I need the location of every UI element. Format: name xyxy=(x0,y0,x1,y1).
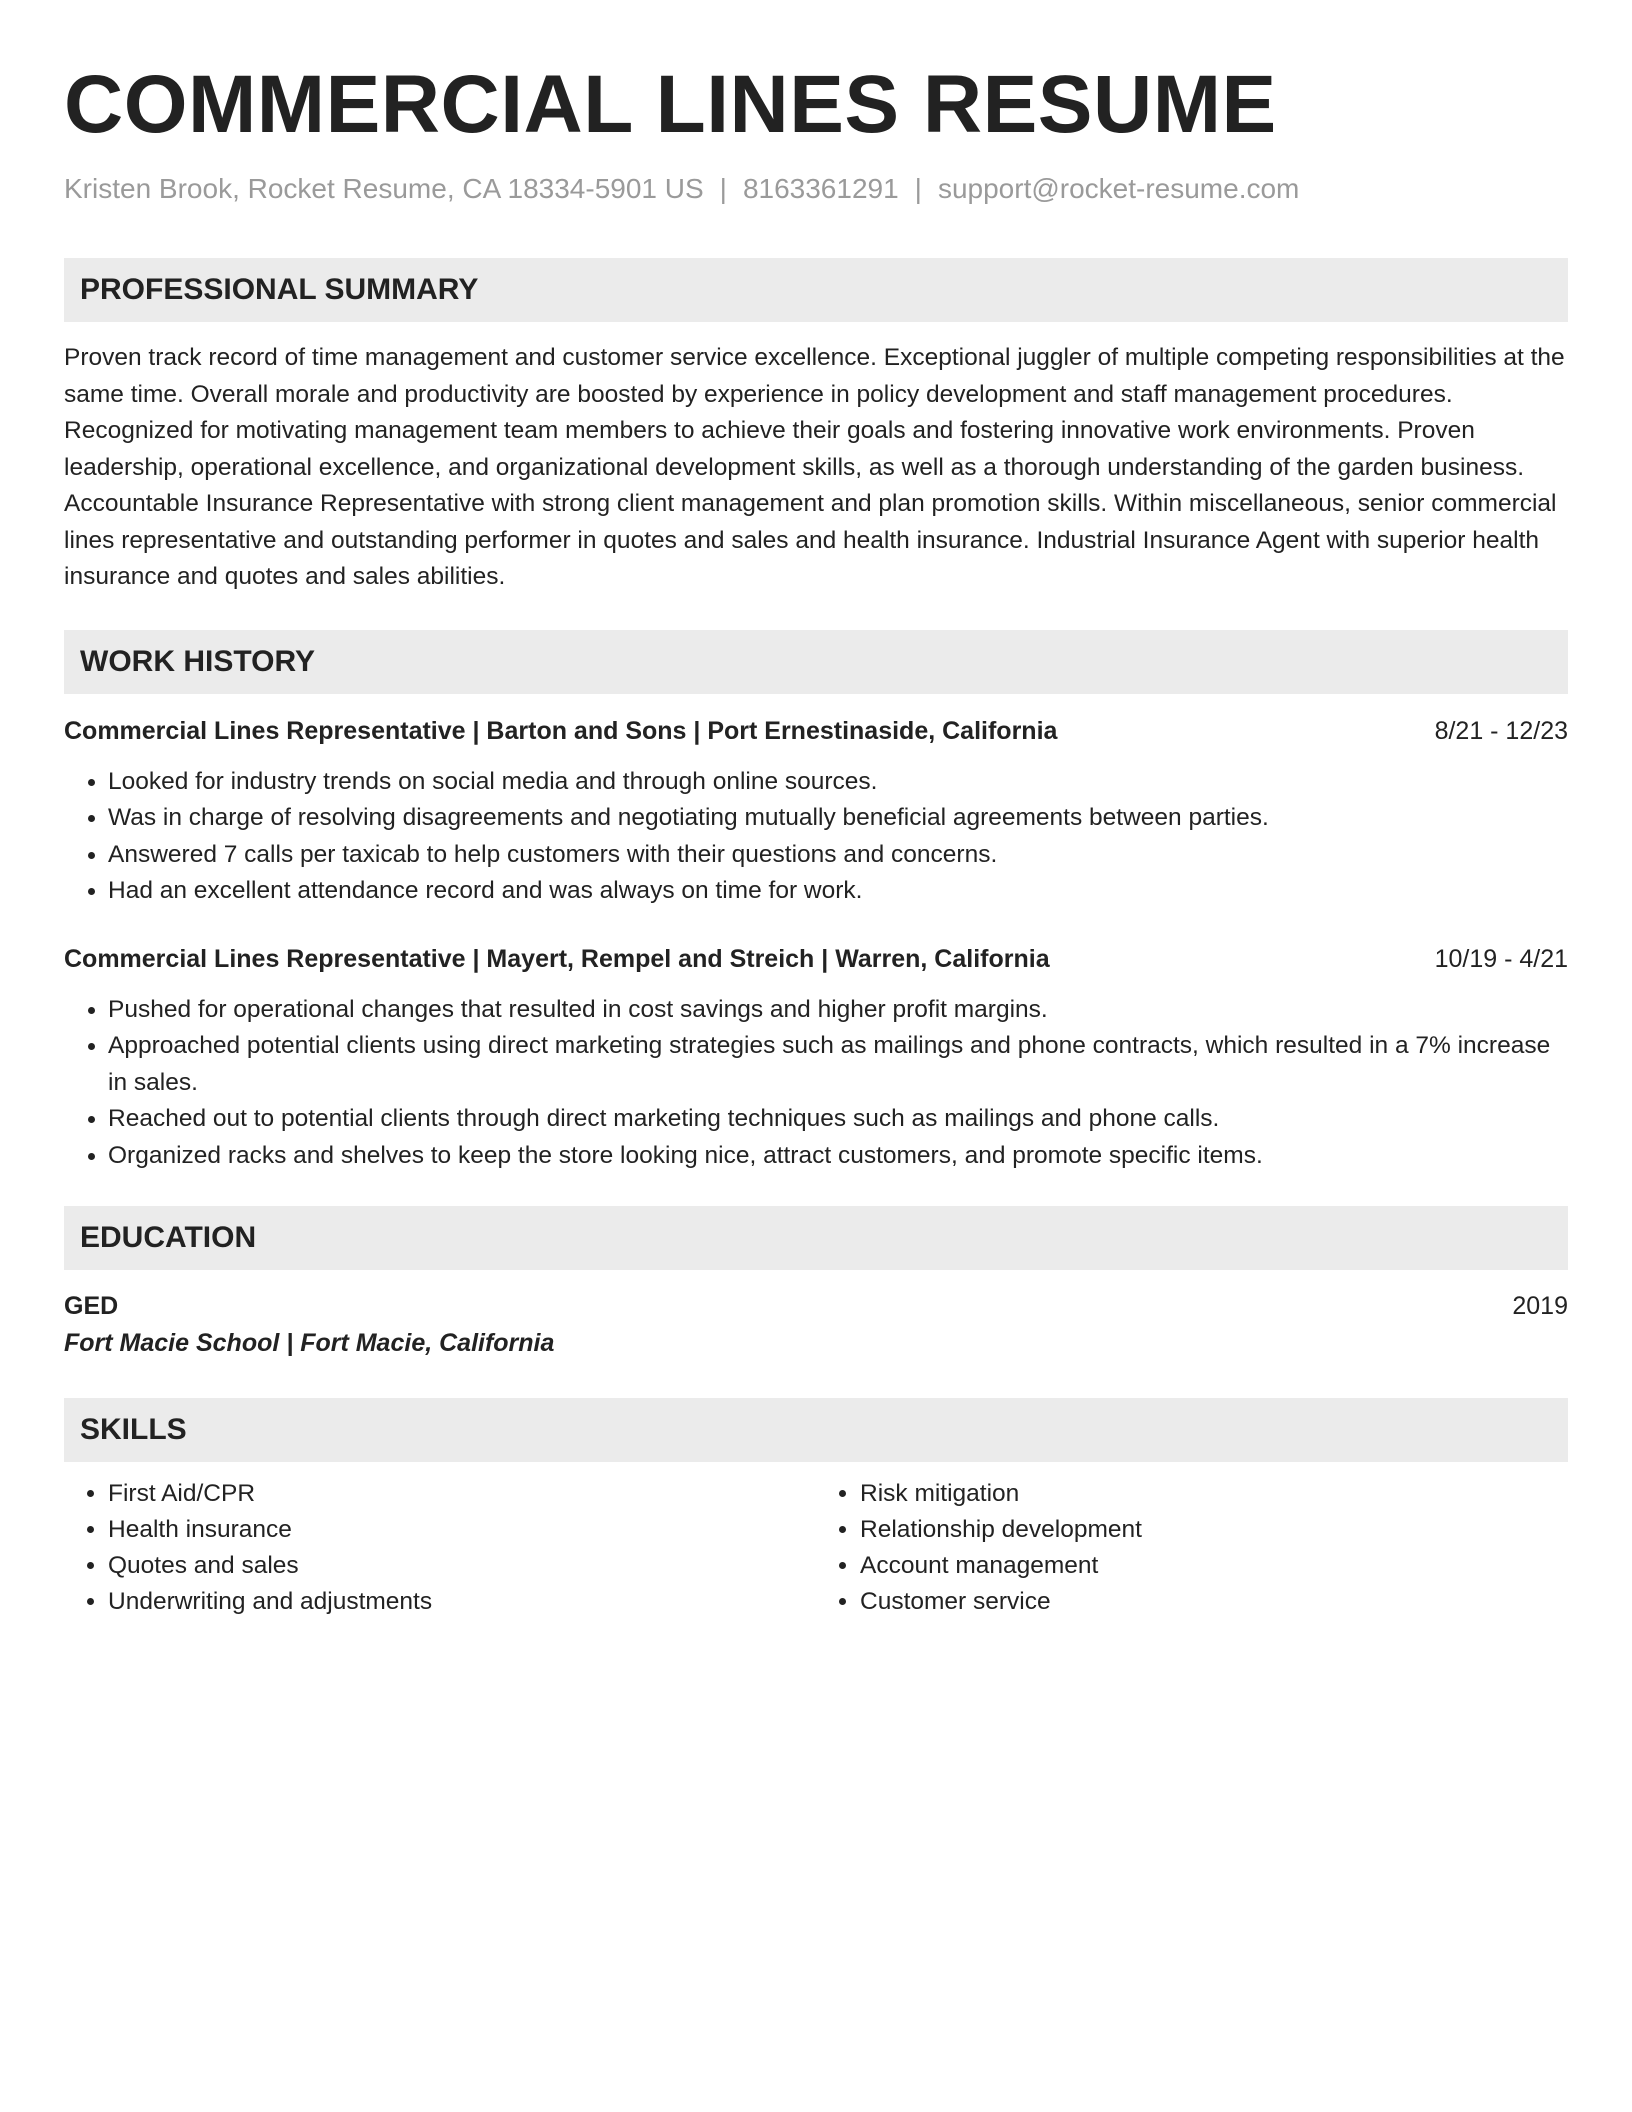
list-item: • Looked for industry trends on social media and through online sources. xyxy=(108,764,1568,801)
job-header xyxy=(64,714,1568,748)
education-school: Fort Macie School | Fort Macie, California xyxy=(64,1329,555,1357)
section-header-education xyxy=(64,1206,1568,1270)
resume-title: COMMERCIAL LINES RESUME xyxy=(64,59,1277,150)
list-item: • Approached potential clients using direct marketing strategies such as mailings and phone contracts, which resulted in a 7% increase in sales. xyxy=(108,1028,1568,1101)
section-title: PROFESSIONAL SUMMARY xyxy=(80,273,479,306)
job-title: Commercial Lines Representative | Mayert, Rempel and Streich | Warren, California xyxy=(64,944,1050,973)
job-dates: 10/19 - 4/21 xyxy=(1434,944,1568,973)
section-title: WORK HISTORY xyxy=(80,644,316,678)
list-item: • Pushed for operational changes that resulted in cost savings and higher profit margins. xyxy=(108,992,1568,1029)
list-item: • Reached out to potential clients through direct marketing techniques such as mailings and phone calls. xyxy=(108,1101,1568,1138)
summary-text: Proven track record of time management and customer service excellence. Exceptional juggler of multiple competing responsibilities at the same time. Overall morale and productivity are boosted by experience in policy development and staff management procedures. Recognized for motivating management team members to achieve their goals and fostering innovative work environments. Proven leadership, operational excellence, and organizational development skills, as well as a thorough understanding of the garden business. Accountable Insurance Representative with strong client management and plan promotion skills. Within miscellaneous, senior commercial lines representative and outstanding performer in quotes and sales and health insurance. Industrial Insurance Agent with superior health insurance and quotes and sales abilities. xyxy=(64,344,1565,590)
skills-list-left xyxy=(64,1476,816,1620)
skills-columns xyxy=(64,1476,1568,1620)
list-item: • Organized racks and shelves to keep the store looking nice, attract customers, and promote specific items. xyxy=(108,1138,1568,1175)
contact-phone: 8163361291 xyxy=(742,173,899,204)
skill-item: • Risk mitigation xyxy=(860,1476,1568,1512)
skill-item: • Health insurance xyxy=(108,1512,816,1548)
job-bullet-list xyxy=(64,992,1568,1175)
education-year: 2019 xyxy=(1512,1292,1568,1320)
job-bullet-list xyxy=(64,764,1568,910)
contact-line xyxy=(64,172,1568,206)
section-title: EDUCATION xyxy=(80,1221,257,1254)
contact-address: Kristen Brook, Rocket Resume, CA 18334-5901 US xyxy=(64,173,704,204)
skill-item: • Underwriting and adjustments xyxy=(108,1584,816,1620)
list-item: • Had an excellent attendance record and was always on time for work. xyxy=(108,873,1568,910)
job-title: Commercial Lines Representative | Barton and Sons | Port Ernestinaside, California xyxy=(64,716,1058,745)
skills-list-right xyxy=(816,1476,1568,1620)
contact-separator: | xyxy=(914,173,922,204)
skill-item: • First Aid/CPR xyxy=(108,1476,816,1512)
skill-item: • Quotes and sales xyxy=(108,1548,816,1584)
skill-item: • Account management xyxy=(860,1548,1568,1584)
skill-item: • Customer service xyxy=(860,1584,1568,1620)
skill-item: • Relationship development xyxy=(860,1512,1568,1548)
contact-email[interactable]: support@rocket-resume.com xyxy=(937,173,1300,204)
section-header-work-history xyxy=(64,630,1568,694)
section-title: SKILLS xyxy=(80,1413,187,1446)
list-item: • Was in charge of resolving disagreements and negotiating mutually beneficial agreements between parties. xyxy=(108,800,1568,837)
contact-separator: | xyxy=(719,173,727,204)
list-item: • Answered 7 calls per taxicab to help customers with their questions and concerns. xyxy=(108,837,1568,874)
job-dates: 8/21 - 12/23 xyxy=(1434,716,1568,745)
section-header-summary xyxy=(64,258,1568,322)
education-degree: GED xyxy=(64,1292,119,1320)
education-header xyxy=(64,1288,1568,1324)
job-header xyxy=(64,942,1568,976)
section-header-skills xyxy=(64,1398,1568,1462)
